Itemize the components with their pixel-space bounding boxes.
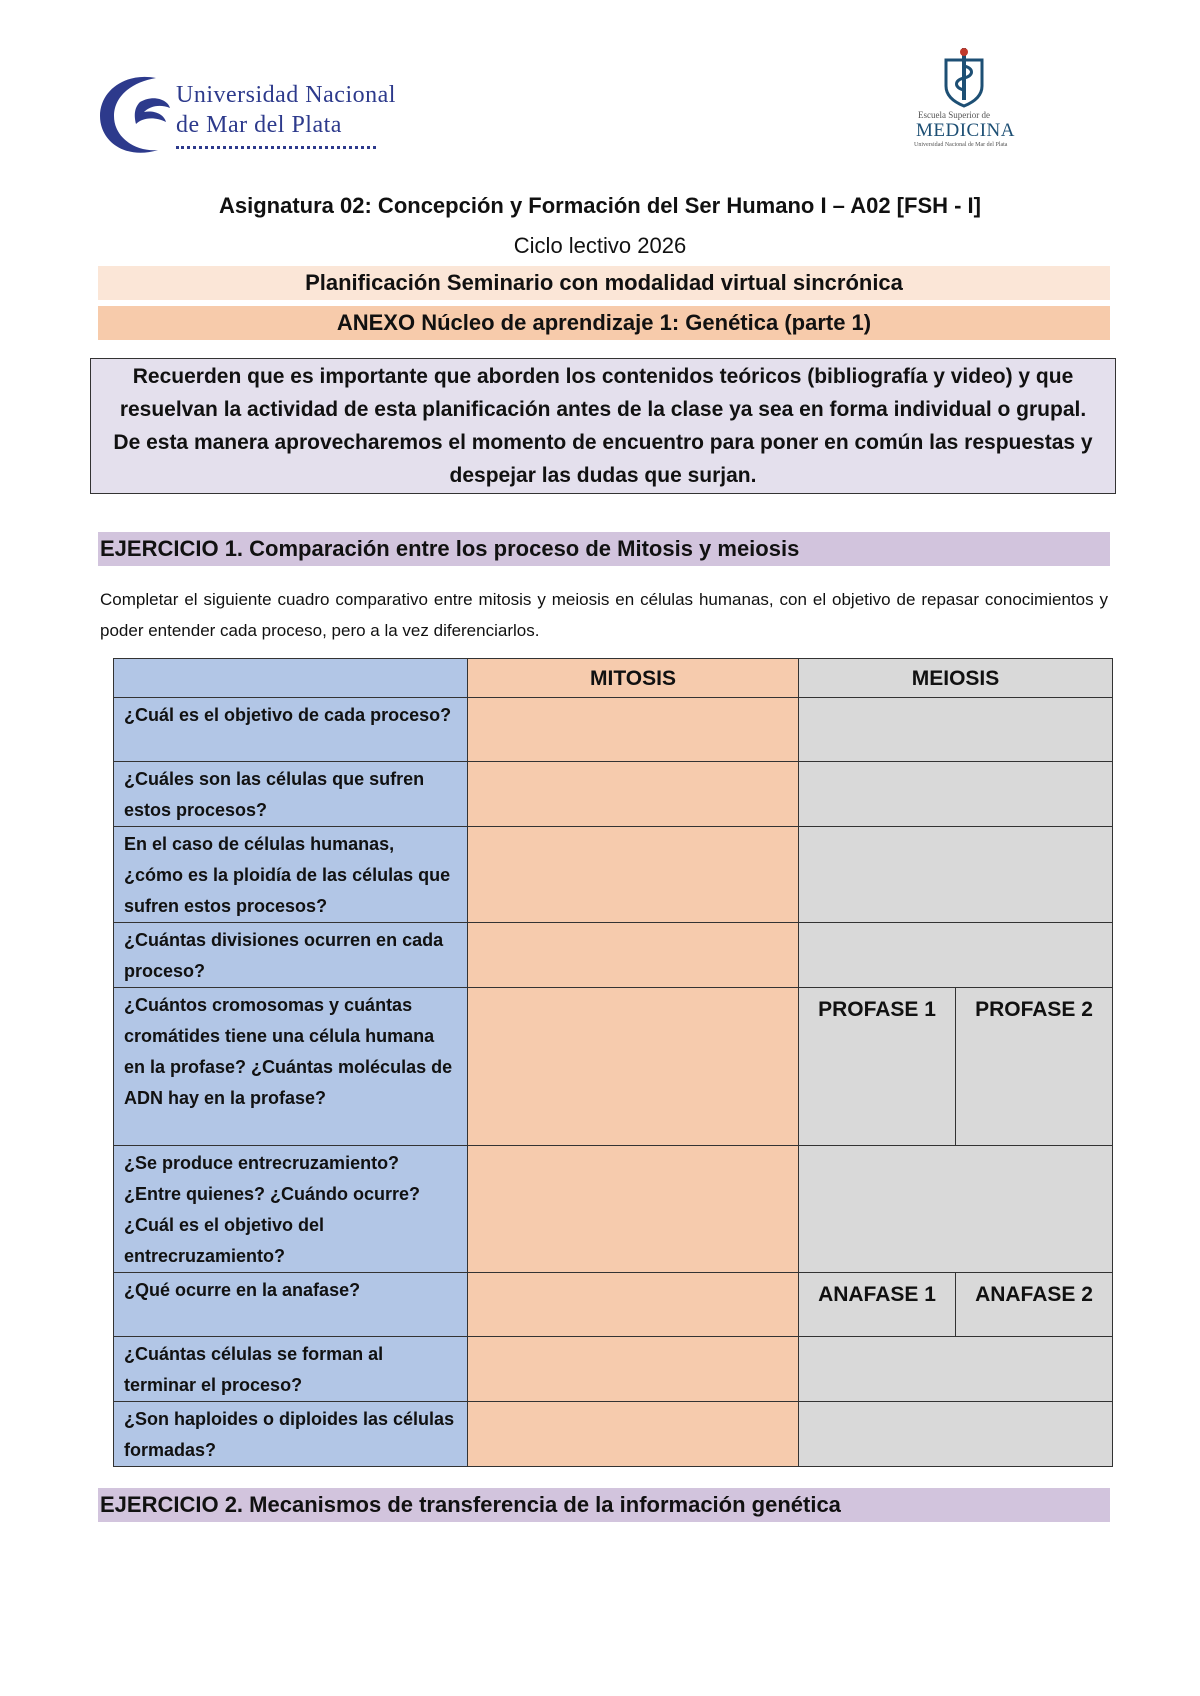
mitosis-answer-cell[interactable] bbox=[468, 988, 799, 1146]
meiosis-answer-cell[interactable] bbox=[799, 1146, 1113, 1273]
table-row bbox=[114, 698, 1113, 762]
meiosis-answer-cell[interactable] bbox=[799, 1402, 1113, 1467]
reminder-box bbox=[90, 358, 1116, 494]
unmdp-name-line1: Universidad Nacional bbox=[176, 82, 396, 108]
table-row bbox=[114, 827, 1113, 923]
meiosis-column-header: MEIOSIS bbox=[799, 659, 1113, 698]
unmdp-name-line2: de Mar del Plata bbox=[176, 112, 342, 138]
header-blank-cell bbox=[114, 659, 468, 698]
table-row bbox=[114, 1402, 1113, 1467]
medicina-line2: MEDICINA bbox=[916, 120, 1015, 141]
table-row bbox=[114, 1337, 1113, 1402]
unmdp-emblem-icon bbox=[96, 72, 172, 158]
unmdp-dotted-rule bbox=[176, 146, 376, 153]
exercise-1-instructions: Completar el siguiente cuadro comparativo entre mitosis y meiosis en células humanas, con el objetivo de repasar conocimientos y poder entender cada proceso, pero a la vez diferenciarlos. bbox=[100, 590, 1108, 640]
medicina-logo bbox=[904, 44, 1032, 154]
mitosis-answer-cell[interactable] bbox=[468, 1337, 799, 1402]
mitosis-answer-cell[interactable] bbox=[468, 827, 799, 923]
question-cell: ¿Se produce entrecruzamiento? ¿Entre quienes? ¿Cuándo ocurre? ¿Cuál es el objetivo del entrecruzamiento? bbox=[114, 1146, 468, 1273]
meiosis-answer-cell[interactable] bbox=[799, 827, 1113, 923]
caduceus-shield-icon bbox=[940, 46, 988, 108]
question-cell: En el caso de células humanas, ¿cómo es la ploidía de las células que sufren estos procesos? bbox=[114, 827, 468, 923]
table-row bbox=[114, 1146, 1113, 1273]
planning-band: Planificación Seminario con modalidad virtual sincrónica bbox=[98, 266, 1110, 300]
comparison-table bbox=[113, 658, 1113, 1467]
medicina-line1: Escuela Superior de bbox=[918, 110, 990, 120]
subject-title: Asignatura 02: Concepción y Formación del Ser Humano I – A02 [FSH - I] bbox=[219, 193, 981, 218]
table-header-row bbox=[114, 659, 1113, 698]
table-row bbox=[114, 1273, 1113, 1337]
medicina-line3: Universidad Nacional de Mar del Plata bbox=[914, 142, 1008, 148]
anafase-1-cell[interactable]: ANAFASE 1 bbox=[799, 1273, 956, 1336]
meiosis-answer-cell[interactable] bbox=[799, 698, 1113, 762]
exercise-1-heading: EJERCICIO 1. Comparación entre los proceso de Mitosis y meiosis bbox=[98, 532, 1110, 566]
reminder-text: Recuerden que es importante que aborden los contenidos teóricos (bibliografía y video) y que resuelvan la actividad de esta planificación antes de la clase ya sea en forma individual o grupal. De esta manera aprovecharemos el momento de encuentro para poner en común las respuestas y despejar las dudas que surjan. bbox=[113, 365, 1093, 487]
exercise-2-heading: EJERCICIO 2. Mecanismos de transferencia de la información genética bbox=[98, 1488, 1110, 1522]
meiosis-answer-cell[interactable] bbox=[799, 1337, 1113, 1402]
academic-cycle: Ciclo lectivo 2026 bbox=[513, 233, 687, 258]
mitosis-answer-cell[interactable] bbox=[468, 1402, 799, 1467]
meiosis-answer-cell[interactable] bbox=[799, 923, 1113, 988]
meiosis-answer-cell[interactable] bbox=[799, 762, 1113, 827]
table-row bbox=[114, 988, 1113, 1146]
annex-band: ANEXO Núcleo de aprendizaje 1: Genética (parte 1) bbox=[98, 306, 1110, 340]
mitosis-answer-cell[interactable] bbox=[468, 1273, 799, 1337]
question-cell: ¿Qué ocurre en la anafase? bbox=[114, 1273, 468, 1337]
meiosis-split-cell bbox=[799, 988, 1113, 1146]
question-cell: ¿Cuántos cromosomas y cuántas cromátides tiene una célula humana en la profase? ¿Cuántas moléculas de ADN hay en la profase? bbox=[114, 988, 468, 1146]
table-row bbox=[114, 923, 1113, 988]
mitosis-answer-cell[interactable] bbox=[468, 762, 799, 827]
mitosis-answer-cell[interactable] bbox=[468, 923, 799, 988]
mitosis-answer-cell[interactable] bbox=[468, 698, 799, 762]
question-cell: ¿Cuál es el objetivo de cada proceso? bbox=[114, 698, 468, 762]
question-cell: ¿Cuáles son las células que sufren estos procesos? bbox=[114, 762, 468, 827]
profase-2-cell[interactable]: PROFASE 2 bbox=[975, 998, 1093, 1021]
question-cell: ¿Cuántas divisiones ocurren en cada proceso? bbox=[114, 923, 468, 988]
meiosis-split-cell bbox=[799, 1273, 1113, 1337]
profase-1-cell[interactable]: PROFASE 1 bbox=[799, 988, 956, 1145]
table-row bbox=[114, 762, 1113, 827]
unmdp-logo bbox=[96, 72, 436, 168]
mitosis-answer-cell[interactable] bbox=[468, 1146, 799, 1273]
question-cell: ¿Son haploides o diploides las células formadas? bbox=[114, 1402, 468, 1467]
question-cell: ¿Cuántas células se forman al terminar el proceso? bbox=[114, 1337, 468, 1402]
mitosis-column-header: MITOSIS bbox=[468, 659, 799, 698]
anafase-2-cell[interactable]: ANAFASE 2 bbox=[975, 1283, 1093, 1306]
